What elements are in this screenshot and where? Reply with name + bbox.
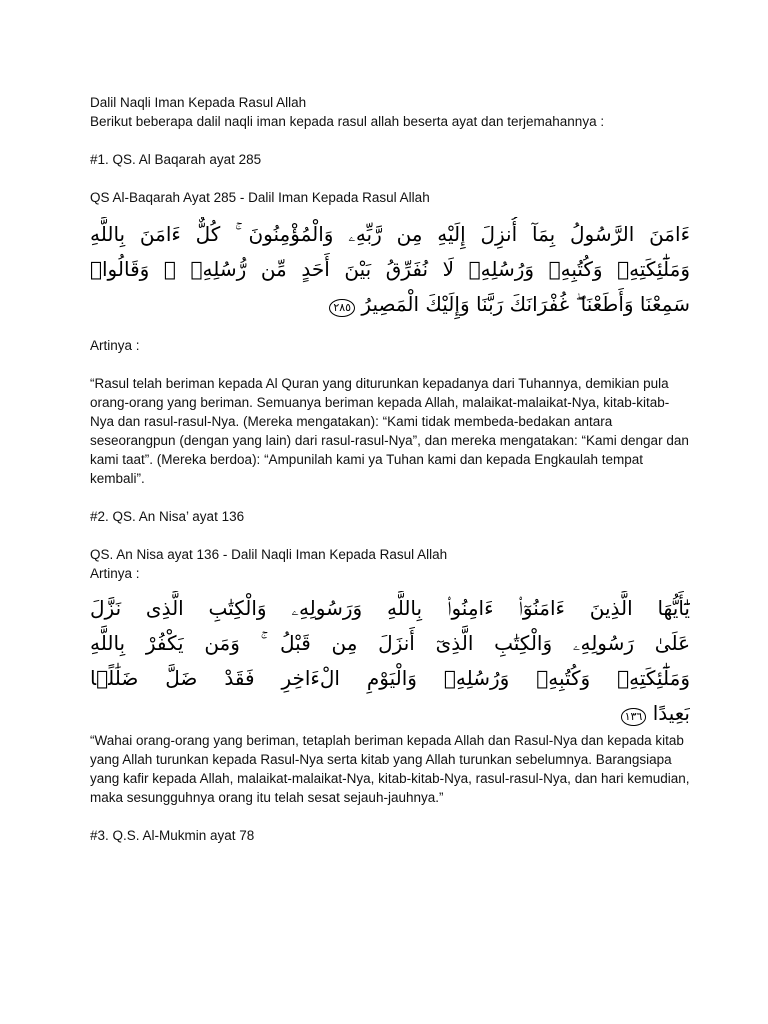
document-page (90, 93, 690, 845)
arabic-line: يَٰٓأَيُّهَا الَّذِينَ ءَامَنُوٓا۟ ءَامِنُوا۟ بِاللَّهِ وَرَسُولِهِۦ وَالْكِتَٰبِ الَّذِى نَزَّلَ (90, 596, 690, 620)
document-intro: Berikut beberapa dalil naqli iman kepada rasul allah beserta ayat dan terjemahannya : (90, 114, 605, 129)
arabic-line: وَمَلَٰٓئِكَتِهِۦ وَكُتُبِهِۦ وَرُسُلِهِۦ وَالْيَوْمِ الْءَاخِرِ فَقَدْ ضَلَّ ضَلَٰلًۢا (90, 666, 690, 690)
arabic-line: عَلَىٰ رَسُولِهِۦ وَالْكِتَٰبِ الَّذِىٓ أَنزَلَ مِن قَبْلُ ۚ وَمَن يَكْفُرْ بِاللَّهِ (90, 631, 690, 655)
section-2-translation: “Wahai orang-orang yang beriman, tetaplah beriman kepada Allah dan Rasul-Nya dan kepada kitab yang Allah turunkan kepada Rasul-Nya serta kitab yang Allah turunkan sebelumnya. Barangsiapa yang kafir kepada Allah, malaikat-malaikat-Nya, kitab-kitab-Nya, rasul-rasul-Nya, dan hari kemudian, maka sesungguhnya orang itu telah sesat sejauh-jauhnya.” (90, 733, 690, 805)
section-3-heading: #3. Q.S. Al-Mukmin ayat 78 (90, 828, 255, 843)
section-1-artinya-label: Artinya : (90, 338, 140, 353)
section-2-artinya-label: Artinya : (90, 566, 140, 581)
arabic-line: بَعِيدًا (652, 701, 690, 725)
section-2-subheading: QS. An Nisa ayat 136 - Dalil Naqli Iman Kepada Rasul Allah (90, 547, 448, 562)
quran-verse-image-136 (90, 591, 690, 731)
document-title: Dalil Naqli Iman Kepada Rasul Allah (90, 95, 307, 110)
section-1-translation: “Rasul telah beriman kepada Al Quran yang diturunkan kepadanya dari Tuhannya, demikian pula orang-orang yang beriman. Semuanya beriman kepada Allah, malaikat-malaikat-Nya, kitab-kitab-Nya dan rasul-rasul-Nya. (Mereka mengatakan): “Kami tidak membeda-bedakan antara seseorangpun (dengan yang lain) dari rasul-rasul-Nya”, dan mereka mengatakan: “Kami dengar dan kami taat”. (Mereka berdoa): “Ampunilah kami ya Tuhan kami dan kepada Engkaulah tempat kembali”. (90, 376, 689, 486)
section-1-heading: #1. QS. Al Baqarah ayat 285 (90, 152, 262, 167)
arabic-line: وَمَلَٰٓئِكَتِهِۦ وَكُتُبِهِۦ وَرُسُلِهِۦ لَا نُفَرِّقُ بَيْنَ أَحَدٍ مِّن رُّسُلِهِۦ ۚ وَقَالُوا۟ (90, 257, 690, 281)
quran-verse-image-285 (90, 217, 690, 322)
arabic-line-last (90, 696, 690, 731)
section-2-heading: #2. QS. An Nisa’ ayat 136 (90, 509, 245, 524)
ayah-number-badge: ١٣٦ (621, 708, 647, 726)
arabic-line: سَمِعْنَا وَأَطَعْنَا ۖ غُفْرَانَكَ رَبَّنَا وَإِلَيْكَ الْمَصِيرُ (361, 292, 690, 316)
section-1-subheading: QS Al-Baqarah Ayat 285 - Dalil Iman Kepada Rasul Allah (90, 190, 430, 205)
ayah-number-badge: ٢٨٥ (329, 299, 355, 317)
arabic-line-last (90, 287, 690, 322)
arabic-line: ءَامَنَ الرَّسُولُ بِمَآ أُنزِلَ إِلَيْهِ مِن رَّبِّهِۦ وَالْمُؤْمِنُونَ ۚ كُلٌّ ءَامَنَ بِاللَّهِ (90, 222, 690, 246)
